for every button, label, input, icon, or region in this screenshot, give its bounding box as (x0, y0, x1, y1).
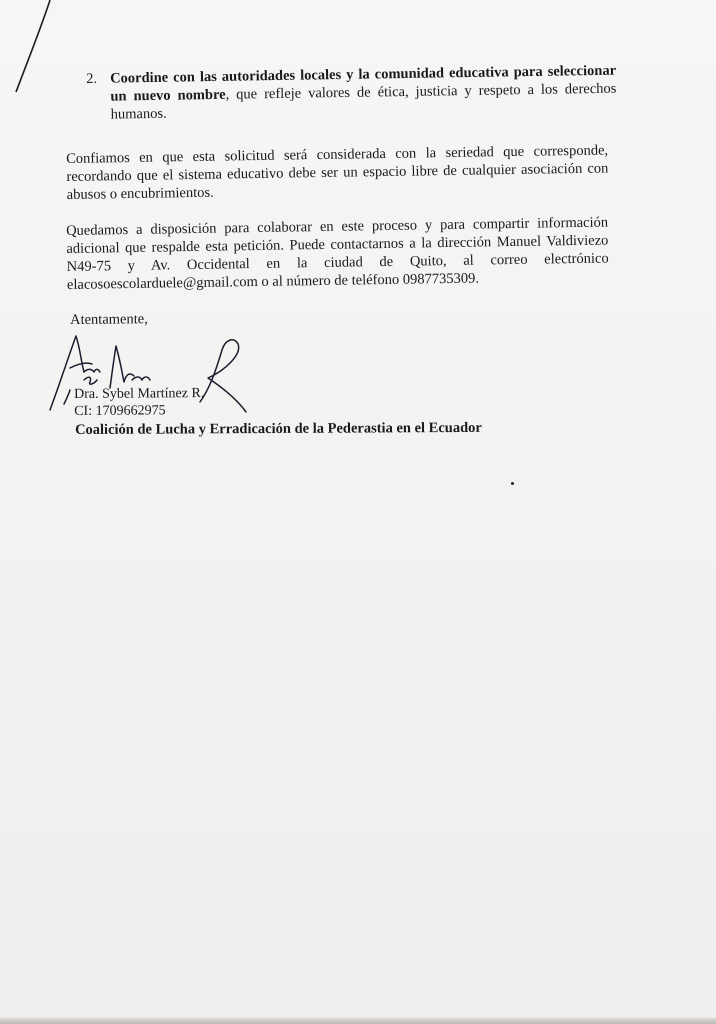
margin-pen-stroke (0, 0, 60, 100)
list-item-2 (86, 62, 617, 124)
paper-speck (511, 482, 514, 485)
list-item-text (110, 62, 617, 124)
paragraph-contact: Quedamos a disposición para colaborar en este proceso y para compartir información adicional que respalde esta petición. Puede contactarnos a la dirección Manuel Valdiviezo N49-75 y Av. Occidental en la ciudad de Quito, al correo electrónico elacosoescolarduele@gmail.com o al número de teléfono 0987735309. (66, 214, 609, 293)
closing-salutation: Atentamente, (70, 311, 148, 328)
list-item-rest-text: , que refleje valores de ética, justicia y respeto a los derechos humanos. (110, 80, 617, 123)
list-item-number: 2. (86, 70, 98, 87)
organization-name: Coalición de Lucha y Erradicación de la Pederastia en el Ecuador (75, 419, 482, 438)
page-bottom-edge (0, 1018, 716, 1024)
paragraph-request: Confiamos en que esta solicitud será considerada con la seriedad que corresponde, recordando que el sistema educativo debe ser un espacio libre de cualquier asociación con abusos o encubrimientos. (66, 142, 609, 203)
list-item-bold-text: Coordine con las autoridades locales y la comunidad educativa para seleccionar un nuevo nombre (110, 62, 617, 105)
signer-block (74, 385, 204, 420)
signer-name: Dra. Sybel Martínez R. (74, 386, 205, 402)
signer-id: CI: 1709662975 (74, 403, 166, 419)
